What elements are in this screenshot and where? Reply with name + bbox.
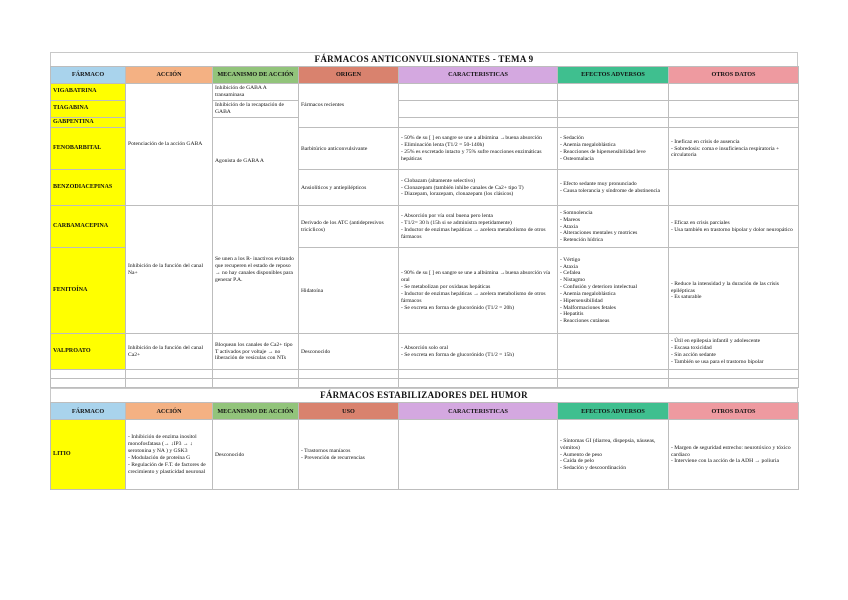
table-row	[51, 420, 799, 490]
otros-fenitoina: - Reduce la intensidad y la duración de las crisis epilépticas - Es saturable	[669, 248, 799, 334]
origen-atc: Derivado de los ATC (antidepresivos tricíclicos)	[299, 206, 399, 248]
col-header-farmaco: FÁRMACO	[51, 67, 126, 84]
uso-litio: - Trastornos maníacos - Prevención de recurrencias	[299, 420, 399, 490]
table-row	[51, 84, 799, 101]
col-header-accion: ACCIÓN	[126, 67, 213, 84]
drug-litio: LITIO	[51, 420, 126, 490]
efectos-fenobarbital: - Sedación - Anemia megaloblástica - Reacciones de hipersensibilidad leve - Osteomalacia	[558, 128, 669, 170]
section1-title: FÁRMACOS ANTICONVULSIONANTES - TEMA 9	[50, 52, 798, 66]
col-header-caracteristicas: CARACTERISTICAS	[399, 67, 558, 84]
accion-ca: Inhibición de la función del canal Ca2+	[126, 334, 213, 370]
origen-desconocido: Desconocido	[299, 334, 399, 370]
drug-fenitoina: FENITOÍNA	[51, 248, 126, 334]
efectos-carbamacepina: - Somnolencia - Mareos - Ataxia - Alteraciones mentales y motrices - Retención hídrica	[558, 206, 669, 248]
mood-stabilizer-table	[50, 402, 799, 490]
caracteristicas-fenitoina: - 90% de su [ ] en sangre se une a albúmina →buena absorción vía oral - Se metabolizan por oxidasas hepáticas - Inductor de enzimas hepáticas → acelera metabolismo de otros fármacos - Se excreta en forma de glucorónido (T1/2 = 20h)	[399, 248, 558, 334]
drug-vigabatrina: VIGABATRINA	[51, 84, 126, 101]
col-header-uso: USO	[299, 403, 399, 420]
col-header-origen: ORIGEN	[299, 67, 399, 84]
efectos-litio: - Síntomas GI (diarrea, dispepsia, náuseas, vómitos) - Aumento de peso - Caída de pelo - Sedación y descoordinación	[558, 420, 669, 490]
drug-carbamacepina: CARBAMACEPINA	[51, 206, 126, 248]
drug-valproato: VALPROATO	[51, 334, 126, 370]
otros-valproato: - Útil en epilepsia infantil y adolescente - Escasa toxicidad - Sin acción sedante - También se usa para el trastorno bipolar	[669, 334, 799, 370]
mecanismo-na: Se unen a los R- inactivos evitando que recuperen el estado de reposo → no hay canales disponibles para generar P.A.	[213, 206, 299, 334]
empty-row	[51, 370, 799, 379]
drug-fenobarbital: FENOBARBITAL	[51, 128, 126, 170]
caracteristicas-fenobarbital: - 50% de su [ ] en sangre se une a albúmina →buena absorción - Eliminación lenta (T1/2 = 50-140h) - 25% es excretado intacto y 75% sufre reacciones enzimáticas hepáticas	[399, 128, 558, 170]
drug-gabpentina: GABPENTINA	[51, 118, 126, 128]
caracteristicas-benzodiacepinas: - Clobazam (altamente selectivo) - Clonazepam (también inhibe canales de Ca2+ tipo T) - Diazepam, lorazepam, clonazepam (los clásicos)	[399, 170, 558, 206]
efectos-fenitoina: - Vértigo - Ataxia - Cefalea - Nistagmo - Confusión y deterioro intelectual - Anemia megaloblástica - Hipersensibilidad - Malformaciones fetales - Hepatitis - Reacciones cutáneas	[558, 248, 669, 334]
otros-carbamacepina: - Eficaz en crisis parciales - Usa también en trastorno bipolar y dolor neuropático	[669, 206, 799, 248]
header-row	[51, 67, 799, 84]
otros-litio: - Margen de seguridad estrecho: neurotóxico y tóxico cardiaco - Interviene con la acción de la ADH → poliuria	[669, 420, 799, 490]
mecanismo-litio: Desconocido	[213, 420, 299, 490]
origen-barbiturico: Barbitúrico anticonvulsivante	[299, 128, 399, 170]
efectos-benzodiacepinas: - Efecto sedante muy pronunciado - Causa tolerancia y síndrome de abstinencia	[558, 170, 669, 206]
drug-tiagabina: TIAGABINA	[51, 101, 126, 118]
origen-hidatoina: Hidatoína	[299, 248, 399, 334]
empty-row	[51, 379, 799, 388]
caracteristicas-carbamacepina: - Absorción por vía oral buena pero lenta - T1/2= 30 h (15h si se administra repetidamente) - Inductor de enzimas hepáticas → acelera metabolismo de otros fármacos	[399, 206, 558, 248]
section2-title: FÁRMACOS ESTABILIZADORES DEL HUMOR	[50, 388, 798, 402]
caracteristicas-valproato: - Absorción solo oral - Se excreta en forma de glucorónido (T1/2 = 15h)	[399, 334, 558, 370]
origen-ansioliticos: Ansiolíticos y antiepilépticos	[299, 170, 399, 206]
col-header-mecanismo: MECANISMO DE ACCIÓN	[213, 67, 299, 84]
accion-na: Inhibición de la función del canal Na+	[126, 206, 213, 334]
col-header-mecanismo: MECANISMO DE ACCIÓN	[213, 403, 299, 420]
mecanismo-ca: Bloquean los canales de Ca2+ tipo T activados por voltaje → no liberación de vesículas con NTs	[213, 334, 299, 370]
table-row	[51, 206, 799, 248]
drug-benzodiacepinas: BENZODIACEPINAS	[51, 170, 126, 206]
col-header-accion: ACCIÓN	[126, 403, 213, 420]
col-header-caracteristicas: CARACTERISTICAS	[399, 403, 558, 420]
mecanismo-agonista: Agonista de GABA A	[213, 118, 299, 206]
accion-litio: - Inhibición de enzima inositol monofosfatasa (→ ↓IP3 → ↓ serotonina y NA ) y GSK3 - Modulación de proteína G - Regulación de F.T. de factores de crecimiento y plasticidad neuronal	[126, 420, 213, 490]
otros-fenobarbital: - Ineficaz en crisis de ausencia - Sobredosis: coma e insuficiencia respiratoria + circulatoria	[669, 128, 799, 170]
col-header-otros: OTROS DATOS	[669, 403, 799, 420]
col-header-efectos: EFECTOS ADVERSOS	[558, 403, 669, 420]
mecanismo-tiagabina: Inhibición de la recaptación de GABA	[213, 101, 299, 118]
header-row	[51, 403, 799, 420]
anticonvulsant-table	[50, 66, 799, 388]
col-header-farmaco: FÁRMACO	[51, 403, 126, 420]
col-header-efectos: EFECTOS ADVERSOS	[558, 67, 669, 84]
accion-gaba: Potenciación de la acción GABA	[126, 84, 213, 206]
spreadsheet	[50, 52, 798, 490]
origen-recientes: Fármacos recientes	[299, 84, 399, 128]
table-row	[51, 334, 799, 370]
col-header-otros: OTROS DATOS	[669, 67, 799, 84]
mecanismo-vigabatrina: Inhibición de GABA A transaminasa	[213, 84, 299, 101]
